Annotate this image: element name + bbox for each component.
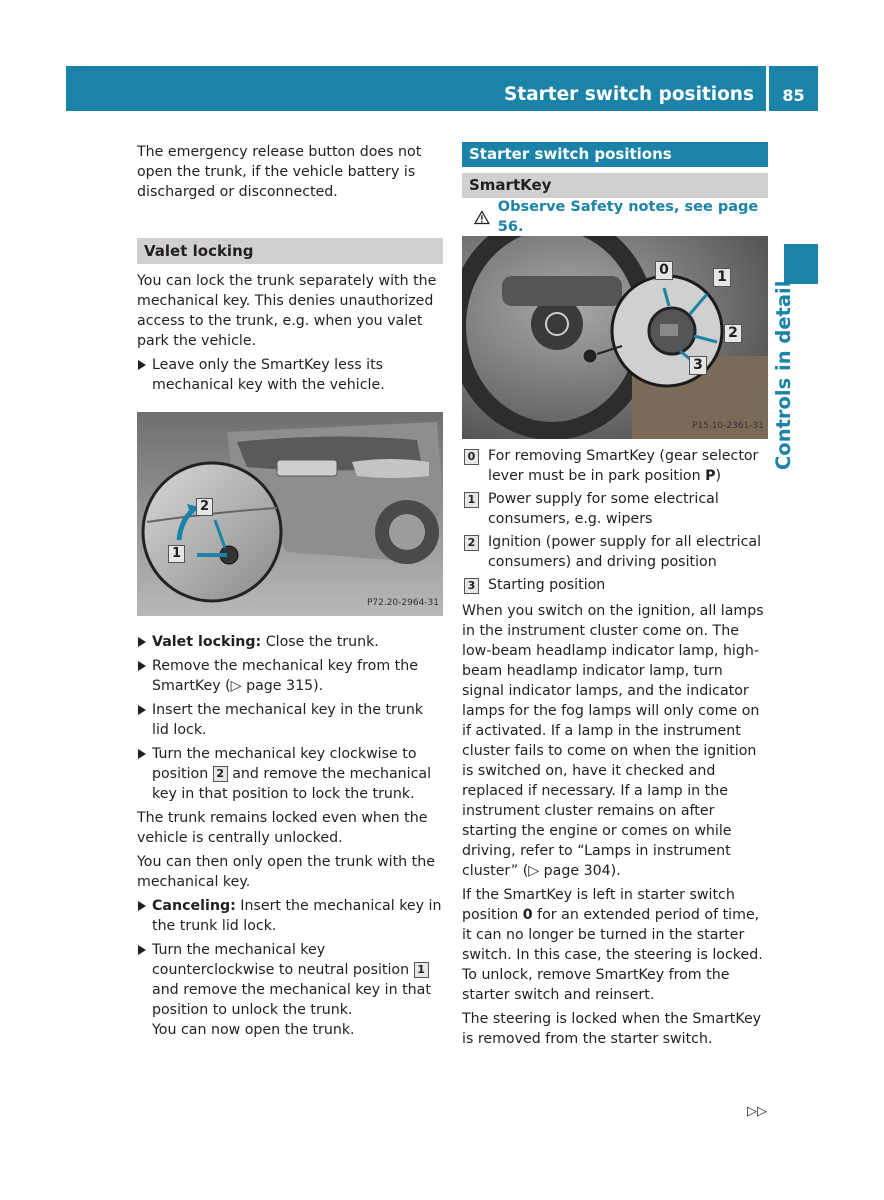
- position-1-marker: 1: [414, 962, 429, 978]
- legend-item-1: 1 Power supply for some electrical consumers, e.g. wipers: [462, 489, 768, 529]
- warning-triangle-icon: [474, 210, 490, 225]
- continue-marker: ▷▷: [747, 1104, 767, 1119]
- right-column: [462, 142, 768, 1053]
- trunk-lock-illustration: [137, 412, 443, 616]
- switch-figure-code: P15.10-2361-31: [691, 421, 764, 431]
- legend-item-0: 0 For removing SmartKey (gear selector lever must be in park position P): [462, 446, 768, 486]
- valet-locking-heading: Valet locking: [137, 238, 443, 264]
- page-title: Starter switch positions: [504, 84, 754, 105]
- switch-position-legend: [462, 446, 768, 595]
- trunk-lock-figure: [137, 412, 443, 616]
- intro-paragraph: The emergency release button does not open the trunk, if the vehicle battery is discharged or disconnected.: [137, 144, 422, 200]
- starter-switch-illustration: [462, 236, 768, 439]
- switch-label-0: 0: [655, 261, 673, 280]
- switch-label-3: 3: [689, 356, 707, 375]
- starter-switch-figure: [462, 236, 768, 439]
- step-turn-clockwise: Turn the mechanical key clockwise to position 2 and remove the mechanical key in that position to lock the trunk.: [137, 744, 443, 804]
- figure-code: P72.20-2964-31: [366, 598, 439, 608]
- valet-intro: You can lock the trunk separately with the mechanical key. This denies unauthorized access to the trunk, e.g. when you valet park the vehicle.: [137, 273, 437, 349]
- header-bar: [66, 66, 766, 111]
- starter-switch-heading: Starter switch positions: [462, 142, 768, 167]
- page-number-box: [769, 66, 818, 111]
- figure-label-2: 2: [196, 498, 213, 516]
- switch-label-2: 2: [724, 324, 742, 343]
- legend-item-2: 2 Ignition (power supply for all electrical consumers) and driving position: [462, 532, 768, 572]
- page-number: 85: [782, 86, 805, 105]
- legend-item-3: 3 Starting position: [462, 575, 768, 595]
- step-canceling: Canceling: Insert the mechanical key in the trunk lid lock.: [137, 896, 443, 936]
- smartkey-left-paragraph: If the SmartKey is left in starter switch position 0 for an extended period of time, it can no longer be turned in the starter switch. In this case, the steering is locked. To unlock, remove SmartKey from the starter switch and reinsert.: [462, 887, 763, 1003]
- step-insert-key: Insert the mechanical key in the trunk lid lock.: [137, 700, 443, 740]
- steering-locked-paragraph: The steering is locked when the SmartKey is removed from the starter switch.: [462, 1011, 762, 1047]
- ignition-lamps-paragraph: When you switch on the ignition, all lamps in the instrument cluster come on. The low-beam headlamp indicator lamp, high-beam headlamp indicator lamp, turn signal indicator lamps, and the indicator lamps for the fog lamps will only come on if activated. If a lamp in the instrument cluster fails to come on when the ignition is switched on, have it checked and replaced if necessary. If a lamp in the instrument cluster remains on after starting the engine or comes on while driving, refer to “Lamps in instrument cluster” (▷ page 304).: [462, 603, 764, 879]
- trunk-open-note: You can then only open the trunk with the mechanical key.: [137, 854, 435, 890]
- smartkey-heading: SmartKey: [462, 173, 768, 198]
- trunk-locked-note: The trunk remains locked even when the vehicle is centrally unlocked.: [137, 810, 428, 846]
- switch-label-1: 1: [713, 268, 731, 287]
- step-valet-locking: Valet locking: Close the trunk.: [137, 632, 443, 652]
- position-2-marker: 2: [213, 766, 228, 782]
- chapter-label: Controls in detail: [772, 280, 795, 470]
- figure-label-1: 1: [168, 545, 185, 563]
- safety-note: Observe Safety notes, see page 56.: [462, 206, 768, 228]
- step-leave-smartkey: Leave only the SmartKey less its mechanical key with the vehicle.: [137, 355, 443, 395]
- left-column: [137, 142, 443, 1044]
- step-turn-counterclockwise: Turn the mechanical key counterclockwise to neutral position 1 and remove the mechanical key in that position to unlock the trunk. You can now open the trunk.: [137, 940, 443, 1040]
- step-remove-key: Remove the mechanical key from the SmartKey (▷ page 315).: [137, 656, 443, 696]
